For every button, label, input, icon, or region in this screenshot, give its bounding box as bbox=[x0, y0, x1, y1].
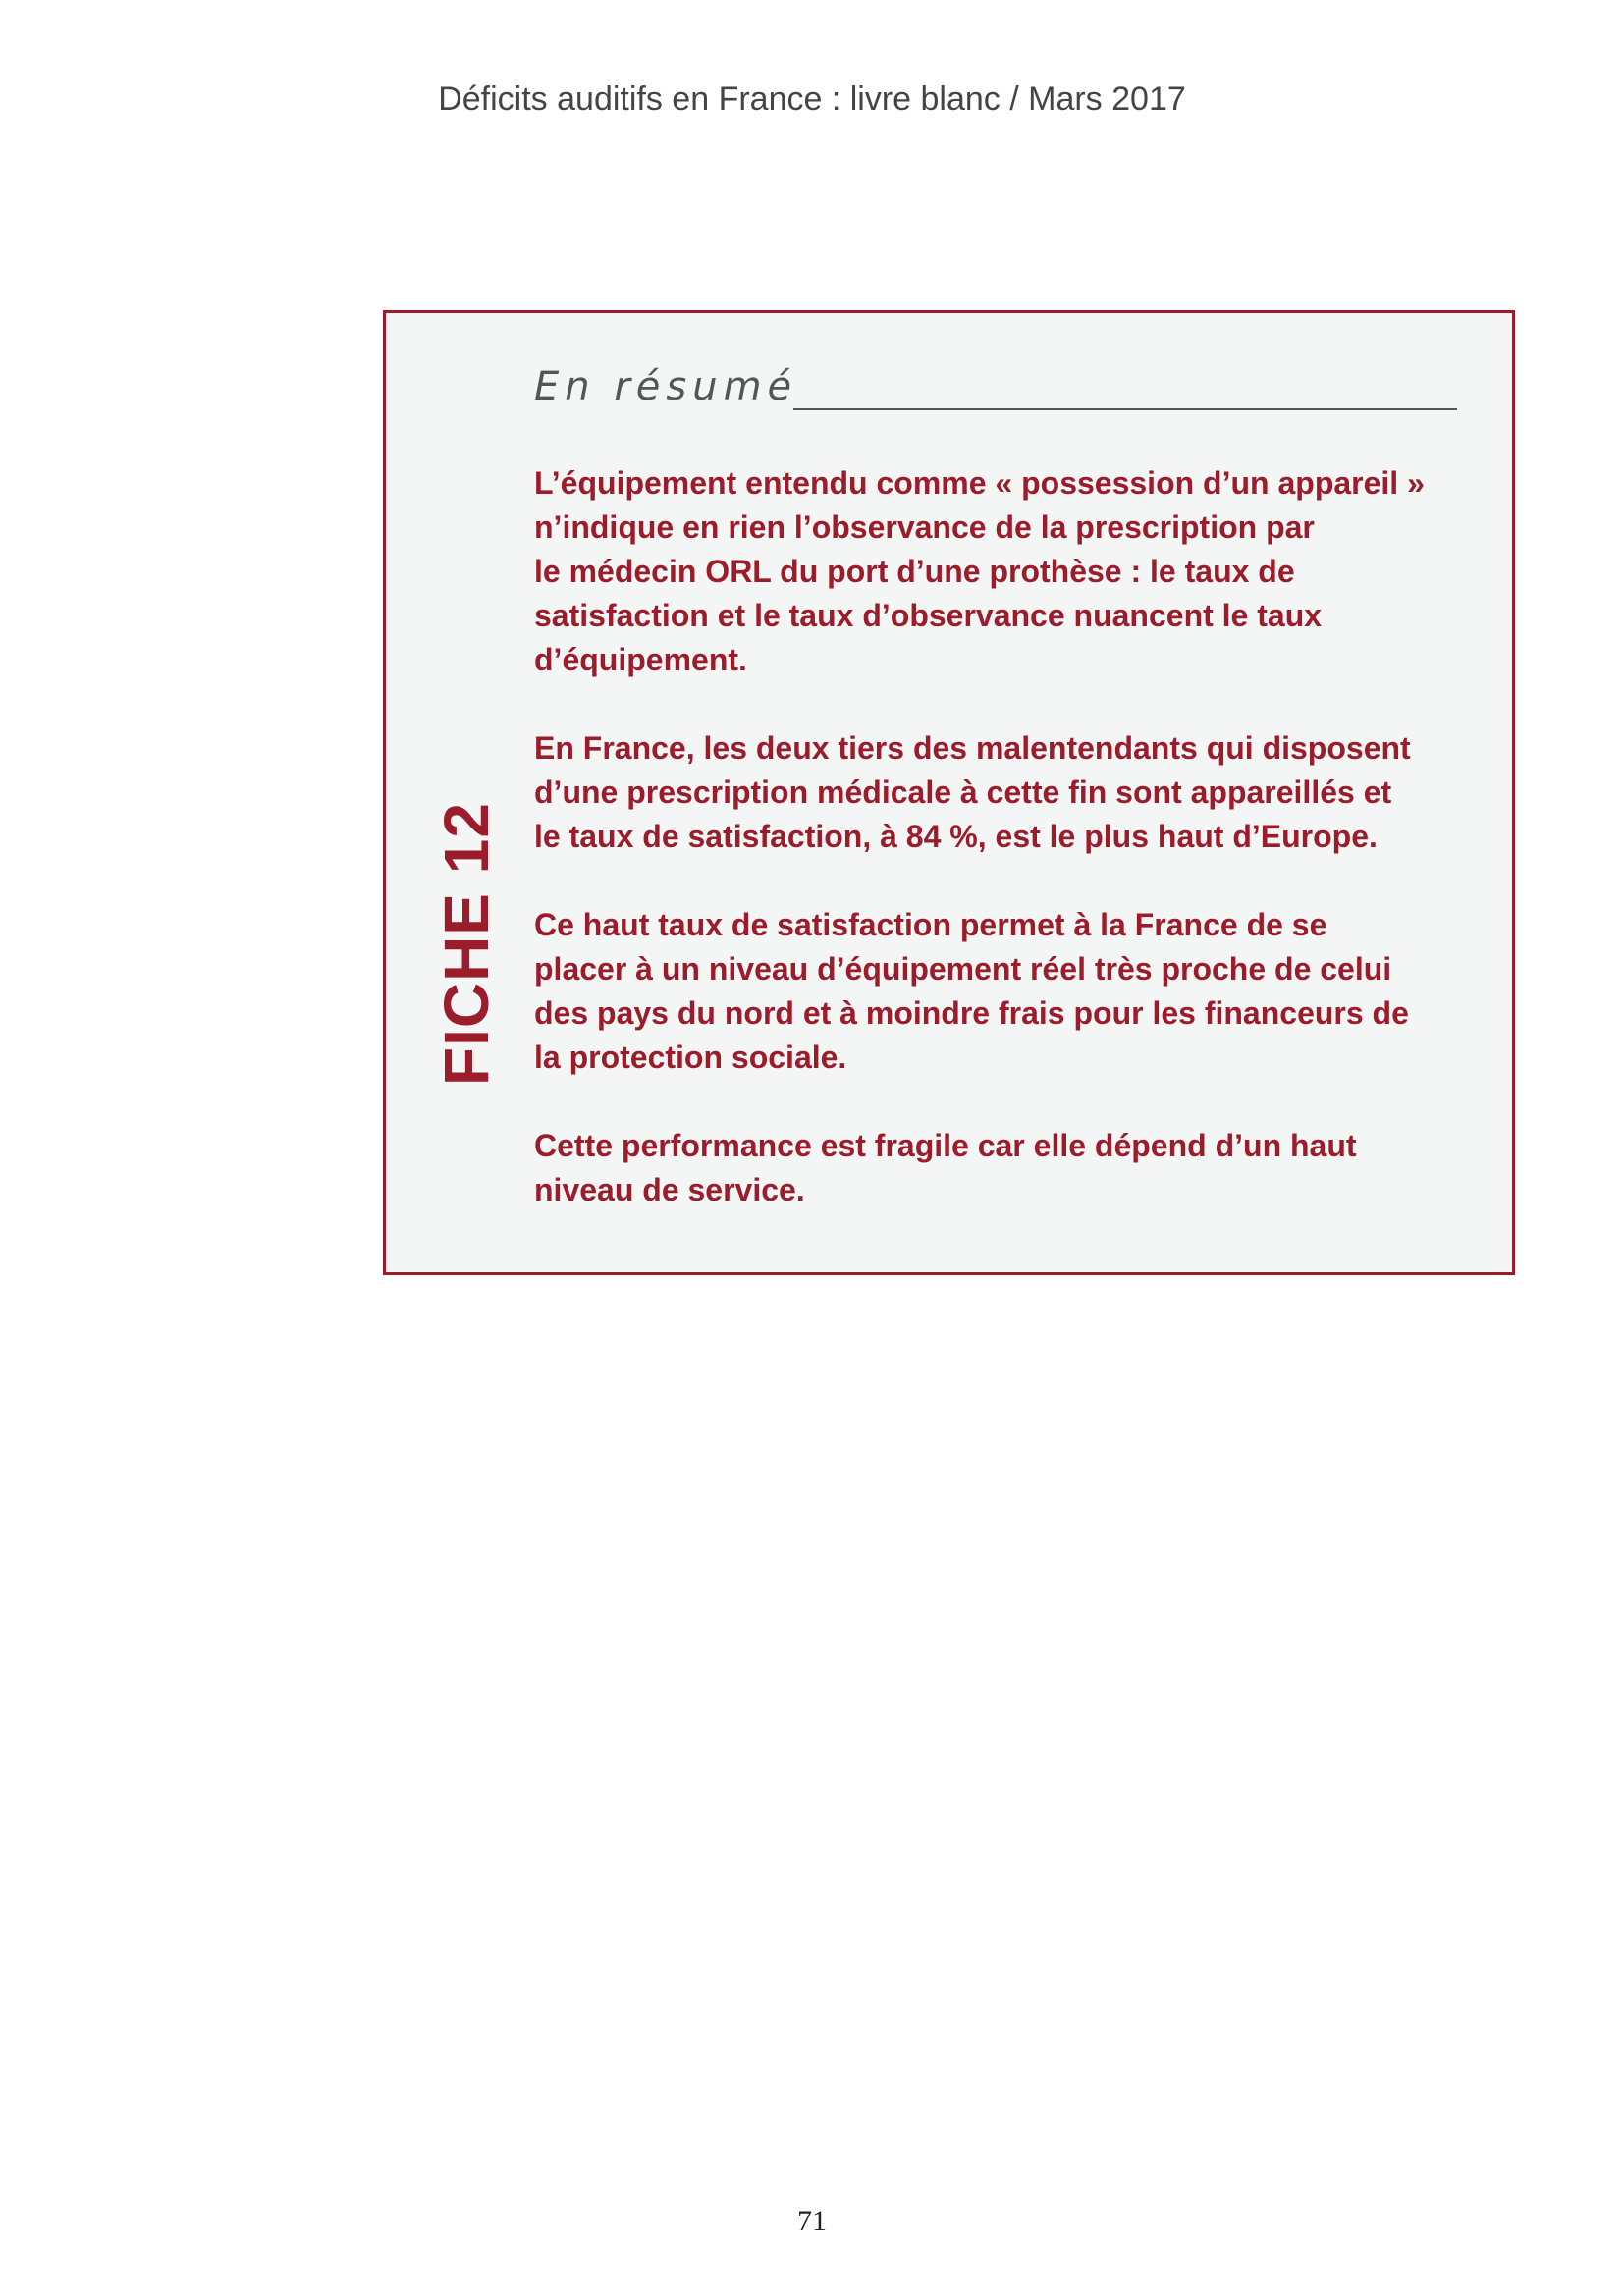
summary-paragraph-3 bbox=[534, 903, 1477, 1080]
paragraph-line: En France, les deux tiers des malentendants qui disposent bbox=[534, 730, 1411, 766]
paragraph-line: Ce haut taux de satisfaction permet à la France de se bbox=[534, 907, 1327, 942]
summary-body bbox=[534, 461, 1477, 1256]
fiche-label: FICHE 12 bbox=[431, 802, 502, 1086]
paragraph-line: satisfaction et le taux d’observance nuancent le taux bbox=[534, 598, 1323, 633]
paragraph-line: le taux de satisfaction, à 84 %, est le plus haut d’Europe. bbox=[534, 819, 1378, 854]
paragraph-line: la protection sociale. bbox=[534, 1040, 847, 1075]
paragraph-line: Cette performance est fragile car elle dépend d’un haut bbox=[534, 1128, 1357, 1163]
summary-paragraph-4 bbox=[534, 1124, 1477, 1212]
page-number: 71 bbox=[797, 2205, 827, 2237]
paragraph-line: des pays du nord et à moindre frais pour les financeurs de bbox=[534, 995, 1409, 1031]
paragraph-line: d’équipement. bbox=[534, 642, 747, 677]
paragraph-line: placer à un niveau d’équipement réel très proche de celui bbox=[534, 951, 1392, 987]
summary-paragraph-2 bbox=[534, 726, 1477, 859]
paragraph-line: niveau de service. bbox=[534, 1172, 805, 1207]
running-header: Déficits auditifs en France : livre blanc / Mars 2017 bbox=[438, 80, 1186, 118]
paragraph-line: L’équipement entendu comme « possession d’un appareil » bbox=[534, 465, 1425, 501]
paragraph-line: d’une prescription médicale à cette fin sont appareillés et bbox=[534, 774, 1392, 810]
heading-rule bbox=[793, 408, 1457, 410]
summary-paragraph-1 bbox=[534, 461, 1477, 682]
paragraph-line: n’indique en rien l’observance de la prescription par bbox=[534, 509, 1315, 545]
paragraph-line: le médecin ORL du port d’une prothèse : le taux de bbox=[534, 554, 1295, 589]
summary-heading: En résumé bbox=[534, 364, 798, 409]
